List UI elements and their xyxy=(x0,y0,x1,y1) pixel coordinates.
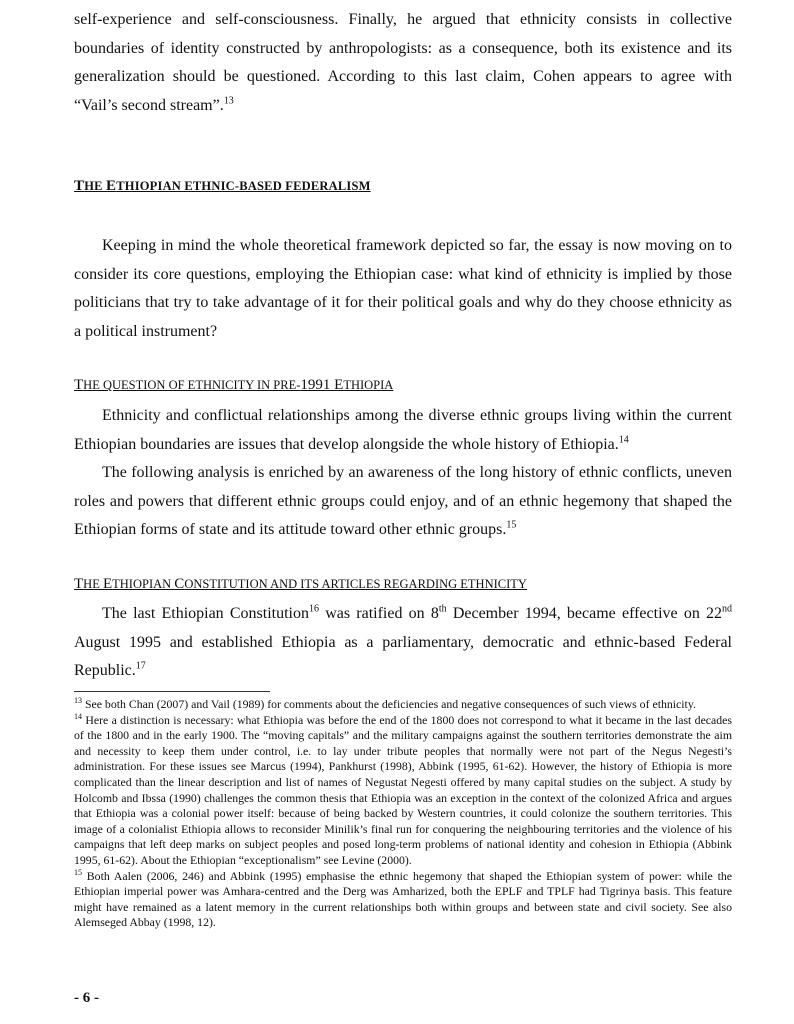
footnote-separator xyxy=(74,691,270,692)
footnote-ref-15[interactable]: 15 xyxy=(506,519,517,531)
footnote-15: $^{15}$ Both Aalen (2006, 246) and Abbink (1995) emphasise the ethnic hegemony that shaped the Ethiopian system of power: while the Ethiopian imperial power was Amhara-centred and the Derg was Amharized, both the EPLF and TPLF had Tigrinya basis. This feature might have remained as a latent memory in the current relationships both within groups and between state and civil society. See also Alemseged Abbay (1998, 12). xyxy=(74,867,732,930)
constitution-paragraph: The last Ethiopian Constitution$^{16}$ was ratified on 8th December 1994, became effective on 22nd August 1995 and established Ethiopia as a parliamentary, democratic and ethnic-based Federal Republic.$^{17}$ xyxy=(74,603,733,679)
footnote-ref-17[interactable]: 17 xyxy=(135,660,146,672)
footnote-ref-16[interactable]: 16 xyxy=(309,603,319,615)
intro-line-4: “Vail’s second stream”.$^{13}$ xyxy=(74,95,234,114)
footnote-13: $^{13}$ See both Chan (2007) and Vail (1989) for comments about the deficiencies and negative consequences of such views of ethnicity. xyxy=(74,696,696,711)
footnote-14: $^{14}$ Here a distinction is necessary: what Ethiopia was before the end of the 1800 does not correspond to what it became in the last decades of the 1800 and in the early 1900. The “moving capitals” and the military campaigns against the southern territories demonstrate the aim and necessity to keep them under control, i.e. to lay under tribute peoples that normally were not part of the Negus Negesti’s administration. For these issues see Marcus (1994), Pankhurst (1998), Abbink (1995, 61-62). However, the history of Ethiopia is more complicated than the linear description and list of names of Negustat Negesti offered by many capital studies on the subject. A study by Holcomb and Ibssa (1990) challenges the common thesis that Ethiopia was an exception in the context of the colonized Africa and argues that Ethiopia was a colonial power itself: because of being backed by Western countries, it could colonize the southern territories. This image of a colonialist Ethiopia allows to reconsider Minilik’s final run for conquering the neighbouring territories and the violence of his campaigns that left deep marks on subject peoples and posed long-term problems of national identity and cohesion in Ethiopia (Abbink 1995, 61-62). About the Ethiopian “exceptionalism” see Levine (2000). xyxy=(74,711,732,867)
intro-paragraph xyxy=(74,6,732,120)
section-heading-ethnic-federalism: THE ETHIOPIAN ETHNIC-BASED FEDERALISM xyxy=(74,178,371,194)
footnotes xyxy=(74,697,732,931)
question-paragraph-2: The following analysis is enriched by an awareness of the long history of ethnic conflicts, uneven roles and powers that different ethnic groups could enjoy, and of an ethnic hegemony that shaped the Ethiopian forms of state and its attitude toward other ethnic groups.$^{15}$ xyxy=(74,464,732,538)
subsection-heading-constitution: THE ETHIOPIAN CONSTITUTION AND ITS ARTICLES REGARDING ETHNICITY xyxy=(74,576,527,592)
page-number: - 6 - xyxy=(74,990,99,1006)
footnote-ref-13[interactable]: 13 xyxy=(223,95,234,107)
main-paragraph: Keeping in mind the whole theoretical framework depicted so far, the essay is now moving on to consider its core questions, employing the Ethiopian case: what kind of ethnicity is implied by those politicians that try to take advantage of it for their political goals and why do they choose ethnicity as a political instrument? xyxy=(74,237,732,340)
question-paragraph-1: Ethnicity and conflictual relationships among the diverse ethnic groups living within the current Ethiopian boundaries are issues that develop alongside the whole history of Ethiopia.$^{14}$ xyxy=(74,407,732,453)
footnote-ref-14[interactable]: 14 xyxy=(618,434,629,446)
intro-line-3: generalization should be questioned. According to this last claim, Cohen appears to agree with xyxy=(74,68,732,85)
intro-line-1: self-experience and self-consciousness. Finally, he argued that ethnicity consists in collective xyxy=(74,11,732,28)
intro-line-2: boundaries of identity constructed by anthropologists: as a consequence, both its existence and its xyxy=(74,39,732,57)
subsection-heading-pre-1991: THE QUESTION OF ETHNICITY IN PRE-1991 ETHIOPIA xyxy=(74,377,394,393)
